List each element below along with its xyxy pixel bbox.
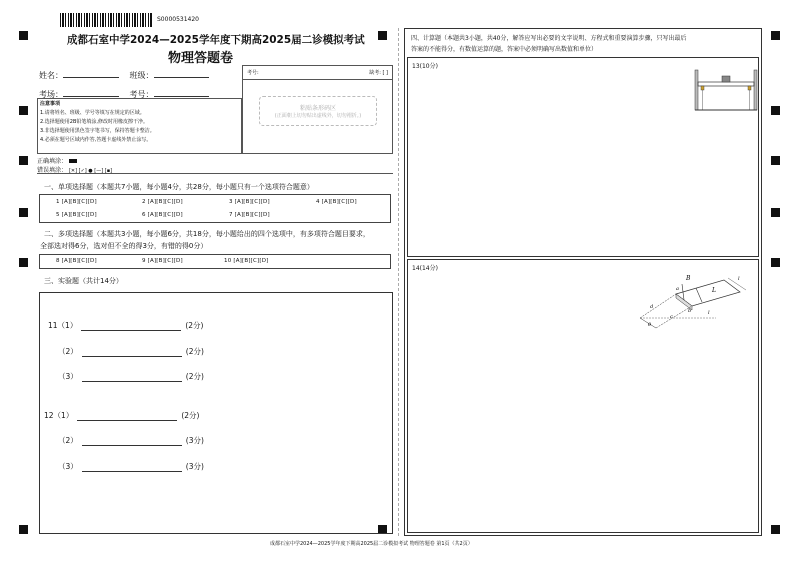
q14-answer-box[interactable] bbox=[407, 259, 759, 533]
timing-mark bbox=[378, 31, 387, 40]
label-L: L bbox=[712, 287, 716, 294]
label-a: a bbox=[676, 286, 679, 292]
timing-mark bbox=[771, 258, 780, 267]
section2-title-line2: 全部选对得6分，选对但不全的得3分，有错的得0分） bbox=[40, 242, 208, 250]
label-b: b bbox=[688, 308, 692, 314]
q11-1-row bbox=[48, 320, 203, 331]
q14-figure bbox=[636, 272, 751, 332]
q11-2-label: （2） bbox=[58, 347, 78, 356]
exam-number-box bbox=[242, 65, 393, 154]
q3-bubbles[interactable]: 3 [A][B][C][D] bbox=[229, 199, 270, 205]
exam-no-label: 考号: bbox=[247, 70, 259, 76]
correct-fill-sample bbox=[69, 159, 77, 163]
q9-bubbles[interactable]: 9 [A][B][C][D] bbox=[142, 258, 183, 264]
section4-title-line1: 四、计算题（本题共3小题，共40分，解答应写出必要的文字说明、方程式和重要演算步骤，只写出最后 bbox=[411, 35, 687, 42]
q2-bubbles[interactable]: 2 [A][B][C][D] bbox=[142, 199, 183, 205]
q12-1-label: 12（1） bbox=[44, 411, 74, 420]
q11-3-label: （3） bbox=[58, 372, 78, 381]
candidate-info bbox=[39, 70, 239, 100]
sticker-note: (正面朝上切勿贴出虚线外，切勿褶折。) bbox=[274, 113, 362, 119]
q11-2-row bbox=[58, 346, 204, 357]
timing-mark bbox=[771, 106, 780, 115]
fill-example-box bbox=[37, 154, 393, 174]
q11-3-row bbox=[58, 371, 204, 382]
timing-mark bbox=[771, 31, 780, 40]
notice-item: 4.必须在题号区域内作答,答题卡虚线外禁止涂写。 bbox=[40, 137, 152, 143]
q14-label: 14(14分) bbox=[412, 265, 438, 272]
room-label: 考场： bbox=[39, 90, 63, 99]
q13-answer-box[interactable] bbox=[407, 57, 759, 257]
notice-item: 2.选择题使用2B铅笔填涂,修改时用橡皮擦干净。 bbox=[40, 119, 148, 125]
q12-2-label: （2） bbox=[58, 436, 78, 445]
section2-title-line1: 二、多项选择题（本题共3小题，每小题6分，共18分，每小题给出的四个选项中，有多项符合题目要求， bbox=[44, 230, 370, 238]
section1-title: 一、单项选择题（本题共7小题，每小题4分，共28分，每小题只有一个选项符合题意） bbox=[44, 183, 314, 191]
label-c: c bbox=[670, 314, 673, 320]
section4-title-line2: 答案的不能得分，有数值运算的题，答案中必须明确写出数值和单位） bbox=[411, 46, 598, 53]
class-field[interactable] bbox=[154, 77, 209, 78]
q5-bubbles[interactable]: 5 [A][B][C][D] bbox=[56, 212, 97, 218]
timing-mark bbox=[19, 156, 28, 165]
q11-3-answer-line[interactable] bbox=[82, 375, 182, 382]
q11-1-score: (2分) bbox=[185, 321, 204, 330]
class-label: 班级： bbox=[129, 71, 154, 80]
number-label: 考号： bbox=[129, 90, 154, 99]
q13-figure bbox=[693, 68, 759, 113]
q12-3-label: （3） bbox=[58, 462, 78, 471]
timing-mark bbox=[771, 525, 780, 534]
q12-1-score: (2分) bbox=[181, 411, 200, 420]
label-l-bottom: l bbox=[708, 310, 710, 316]
notice-item: 1.请将姓名、班级、学号等填写在规定的区域。 bbox=[40, 110, 145, 116]
q12-2-answer-line[interactable] bbox=[82, 439, 182, 446]
label-l-top: l bbox=[738, 276, 740, 282]
q4-bubbles[interactable]: 4 [A][B][C][D] bbox=[316, 199, 357, 205]
timing-mark bbox=[771, 156, 780, 165]
q12-1-answer-line[interactable] bbox=[77, 414, 177, 421]
timing-mark bbox=[19, 31, 28, 40]
q12-3-score: (3分) bbox=[185, 462, 204, 471]
timing-mark bbox=[19, 208, 28, 217]
q12-3-answer-line[interactable] bbox=[82, 465, 182, 472]
q11-1-answer-line[interactable] bbox=[81, 324, 181, 331]
barcode-sticker-area bbox=[259, 96, 377, 126]
notice-title: 注意事项 bbox=[40, 101, 61, 107]
q13-label: 13(10分) bbox=[412, 63, 438, 70]
timing-mark bbox=[771, 208, 780, 217]
barcode-number: S0000531420 bbox=[157, 16, 199, 23]
column-separator bbox=[398, 28, 399, 536]
name-label: 姓名： bbox=[39, 71, 63, 80]
sticker-title: 粘贴条形码区 bbox=[299, 105, 336, 112]
wrong-fill-sample: [✕] [✓] ● [—] [▪] bbox=[68, 168, 113, 174]
name-field[interactable] bbox=[63, 77, 119, 78]
number-field[interactable] bbox=[154, 96, 209, 97]
barcode-image bbox=[60, 13, 152, 27]
label-theta: θ bbox=[648, 322, 652, 328]
q12-1-row bbox=[44, 410, 199, 421]
timing-mark bbox=[19, 525, 28, 534]
timing-mark bbox=[19, 258, 28, 267]
notice-box bbox=[37, 98, 242, 154]
timing-mark bbox=[19, 106, 28, 115]
q11-3-score: (2分) bbox=[185, 372, 204, 381]
room-field[interactable] bbox=[63, 96, 119, 97]
page-footer: 成都石室中学2024—2025学年度下期高2025届二诊模拟考试 物理答题卷 第1页（共2页） bbox=[270, 541, 473, 547]
label-B: B bbox=[686, 275, 691, 282]
section4-frame bbox=[404, 28, 762, 536]
q7-bubbles[interactable]: 7 [A][B][C][D] bbox=[229, 212, 270, 218]
q8-bubbles[interactable]: 8 [A][B][C][D] bbox=[56, 258, 97, 264]
section3-title: 三、实验题（共计14分） bbox=[44, 277, 123, 285]
q12-2-row bbox=[58, 435, 204, 446]
q12-3-row bbox=[58, 461, 204, 472]
section3-answer-box[interactable] bbox=[39, 292, 393, 534]
q12-2-score: (3分) bbox=[185, 436, 204, 445]
paper-title: 物理答题卷 bbox=[168, 51, 234, 66]
notice-item: 3.非选择题使用黑色签字笔书写，保持答题卡整洁。 bbox=[40, 128, 155, 134]
q6-bubbles[interactable]: 6 [A][B][C][D] bbox=[142, 212, 183, 218]
q10-bubbles[interactable]: 10 [A][B][C][D] bbox=[224, 258, 269, 264]
q11-2-score: (2分) bbox=[185, 347, 204, 356]
label-d: d bbox=[650, 304, 654, 310]
correct-fill-label: 正确填涂： bbox=[37, 158, 68, 165]
q11-1-label: 11（1） bbox=[48, 321, 78, 330]
wrong-fill-label: 错误填涂： bbox=[37, 167, 68, 174]
q1-bubbles[interactable]: 1 [A][B][C][D] bbox=[56, 199, 97, 205]
q11-2-answer-line[interactable] bbox=[82, 350, 182, 357]
exam-title: 成都石室中学2024—2025学年度下期高2025届二诊模拟考试 bbox=[67, 34, 365, 46]
section1-answer-box bbox=[39, 194, 391, 223]
absent-label[interactable]: 缺考: [ ] bbox=[369, 70, 388, 76]
section2-answer-box bbox=[39, 254, 391, 269]
